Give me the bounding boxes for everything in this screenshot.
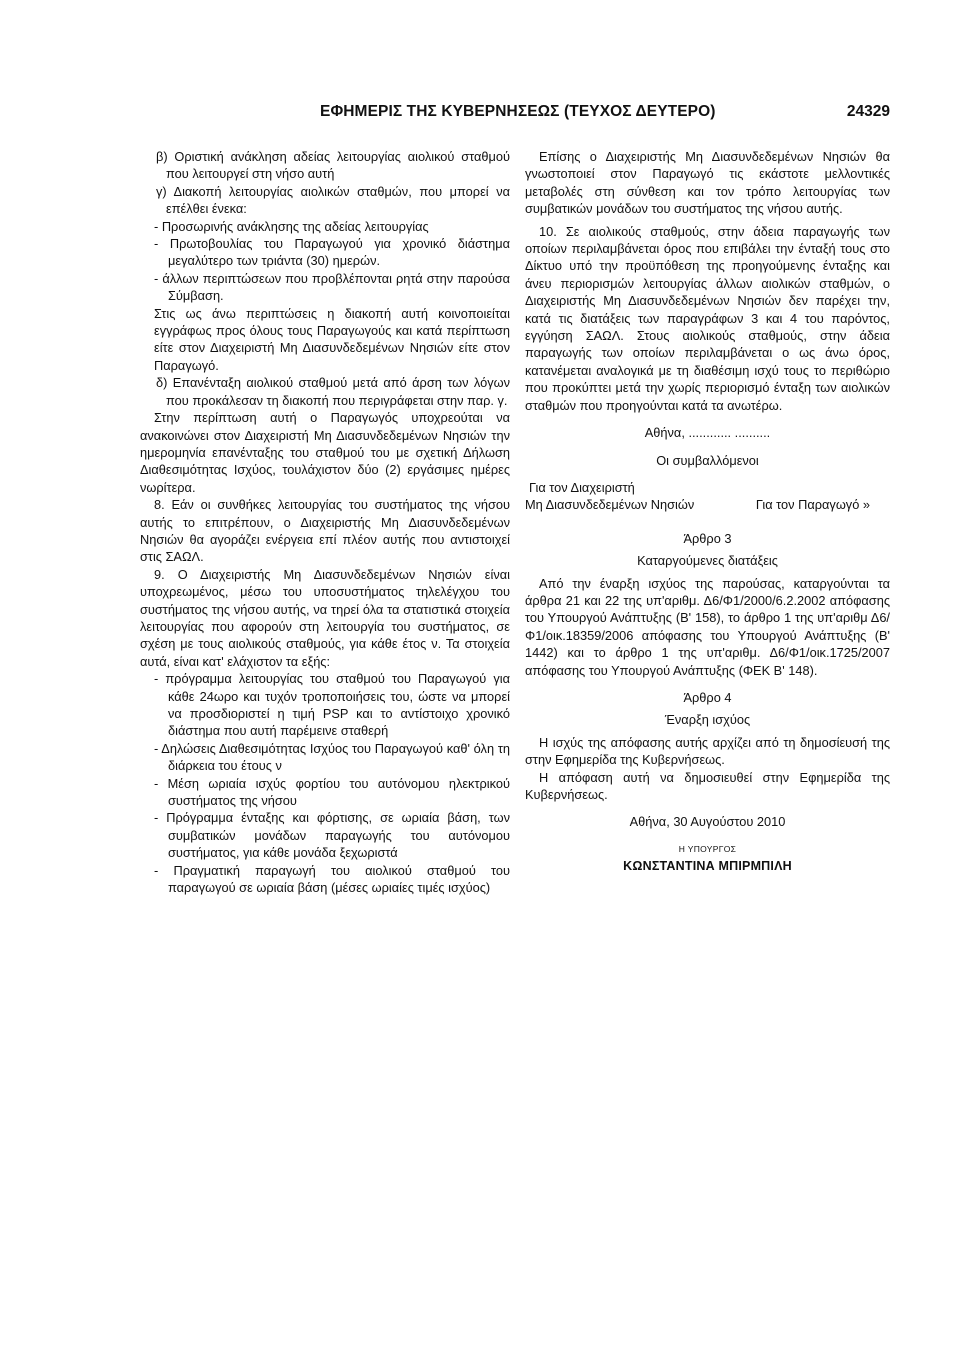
- for-operator: Για τον Διαχειριστή: [529, 479, 635, 495]
- item-g: γ) Διακοπή λειτουργίας αιολικών σταθμών, που μπορεί να επέλθει ένεκα:: [156, 183, 510, 217]
- article-3-subtitle: Καταργούμενες διατάξεις: [637, 553, 778, 569]
- article-3-text: Από την έναρξη ισχύος της παρούσας, καταργούνται τα άρθρα 21 και 22 της υπ'αριθμ. Δ6/Φ1/2000/6.2.2002 απόφασης του Υπουργού Ανάπτυξης (Β' 158), το άρθρο 1 της υπ'αριθμ Δ6/Φ1/οικ.18359/2006 απόφασης του Υπουργού Ανάπτυξης (Β' 1442) και το άρθρο 1 της υπ'αριθμ. Δ6/Φ1/οικ.1725/2007 απόφασης του Υπουργού Ανάπτυξης (ΦΕΚ Β' 148).: [525, 575, 890, 678]
- place-date-blank: Αθήνα, ............ ..........: [644, 425, 771, 441]
- article-3-title: Άρθρο 3: [683, 530, 732, 546]
- paragraph-10: 10. Σε αιολικούς σταθμούς, στην άδεια παραγωγής των οποίων περιλαμβάνεται όρος που επιβάλει την ένταξή τους στο Δίκτυο υπό την προϋπόθεση της προηγούμενης ένταξης και άνευ περιορισμών λειτουργίας άλλων αιολικών σταθμών, ο Διαχειριστής Μη Διασυνδεδεμένων Νησιών δεν παρέχει την, κατά τις διατάξεις των παραγράφων 3 και 4 του παρόντος, εγγύηση ΣΑΩΛ. Στους αιολικούς σταθμούς, στην άδεια παραγωγής των οποίων περιλαμβάνεται ο ως άνω όρος, κατανέμεται αναλογικά με τη διαθέσιμη ισχύ τους το περιθώριο που προκύπτει μετά την χωρίς περιορισμό ένταξη των αιολικών σταθμών που προηγούνται κατά τα ανωτέρω.: [525, 223, 890, 413]
- paragraph-8: 8. Εάν οι συνθήκες λειτουργίας του συστήματος της νήσου αυτής το επιτρέπουν, ο Διαχειριστής Μη Διασυνδεδεμένων Νησιών θα αγοράζει ενέργεια επί πλέον αυτής που αντιστοιχεί στις ΣΑΩΛ.: [140, 497, 510, 565]
- item-d-notice: Στην περίπτωση αυτή ο Παραγωγός υποχρεούται να ανακοινώνει στον Διαχειριστή Μη Διασυνδεδεμένων Νησιών την ημερομηνία επανένταξης του σταθμού του με σχετική Δήλωση Διαθεσιμότητας Ισχύος, τουλάχιστον δύο (2) εργάσιμες ημέρες νωρίτερα.: [140, 410, 510, 495]
- signatory-title: Η ΥΠΟΥΡΓΟΣ: [678, 843, 737, 854]
- paragraph-9: 9. Ο Διαχειριστής Μη Διασυνδεδεμένων Νησιών είναι υποχρεωμένος, μέσω του υποσυστήματος τηλελέγχου του συστήματος της νήσου αυτής, να τηρεί όλα τα στατιστικά στοιχεία λειτουργίας που αφορούν στη λειτουργία του συστήματος, σε σχέση με τους αιολικούς σταθμούς, για κάθε έτος ν. Τα στοιχεία αυτά, είναι κατ' ελάχιστον τα εξής:: [140, 566, 510, 669]
- gazette-title: ΕΦΗΜΕΡΙΣ ΤΗΣ ΚΥΒΕΡΝΗΣΕΩΣ (ΤΕΥΧΟΣ ΔΕΥΤΕΡΟ): [320, 103, 716, 120]
- article-4-text-2: Η απόφαση αυτή να δημοσιευθεί στην Εφημερίδα της Κυβερνήσεως.: [525, 769, 890, 802]
- paragraph-9-bullet: - πρόγραμμα λειτουργίας του σταθμού του Παραγωγού για κάθε 24ωρο και τυχόν τροποποιήσεις του, ώστε να μπορεί να προσδιοριστεί η τιμή PSP και το αντίστοιχο χρονικό διάστημα που αυτή παρέμεινε σταθερή: [154, 671, 510, 739]
- article-4-subtitle: Έναρξη ισχύος: [664, 712, 751, 728]
- item-g-notice: Στις ως άνω περιπτώσεις η διακοπή αυτή κοινοποιείται εγγράφως προς όλους τους Παραγωγούς και κατά περίπτωση είτε στον Διαχειριστή Μη Διασυνδεδεμένων Νησιών είτε στον Παραγωγό.: [154, 305, 510, 373]
- signing-date: Αθήνα, 30 Αυγούστου 2010: [629, 814, 786, 830]
- left-column: [140, 148, 510, 896]
- item-b: β) Οριστική ανάκληση αδείας λειτουργίας αιολικού σταθμού που λειτουργεί στη νήσο αυτή: [156, 149, 510, 182]
- paragraph-9-bullet: - Πραγματική παραγωγή του αιολικού σταθμού του παραγωγού σε ωριαία βάση (μέσες ωριαίες τιμές ισχύος): [154, 862, 510, 896]
- article-4-title: Άρθρο 4: [683, 689, 732, 705]
- right-column: [525, 148, 890, 876]
- operator-name: Μη Διασυνδεδεμένων Νησιών: [525, 497, 695, 513]
- contracting-parties: Οι συμβαλλόμενοι: [656, 452, 759, 468]
- page-number: 24329: [846, 103, 890, 120]
- paragraph-9-bullet: - Δηλώσεις Διαθεσιμότητας Ισχύος του Παραγωγού καθ' όλη τη διάρκεια του έτους ν: [154, 740, 510, 774]
- item-d: δ) Επανένταξη αιολικού σταθμού μετά από άρση των λόγων που προκάλεσαν τη διακοπή που περιγράφεται στην παρ. γ.: [156, 375, 510, 408]
- article-4-text-1: Η ισχύς της απόφασης αυτής αρχίζει από τη δημοσίευσή της στην Εφημερίδα της Κυβερνήσεως.: [525, 734, 890, 768]
- paragraph-9-bullet: - Πρόγραμμα ένταξης και φόρτισης, σε ωριαία βάση, των συμβατικών μονάδων παραγωγής του αυτόνομου συστήματος, για κάθε μονάδα ξεχωριστά: [154, 810, 510, 861]
- item-g-bullet: - Προσωρινής ανάκλησης της αδείας λειτουργίας: [154, 218, 429, 234]
- signatory-row: [525, 496, 890, 513]
- right-intro: Επίσης ο Διαχειριστής Μη Διασυνδεδεμένων Νησιών θα γνωστοποιεί στον Παραγωγό τις εκάστοτε μελλοντικές μεταβολές στη σύνθεση και τον τρόπο λειτουργίας των συμβατικών μονάδων του συστήματος της νήσου αυτής.: [525, 149, 890, 217]
- signatory-name: ΚΩΝΣΤΑΝΤΙΝΑ ΜΠΙΡΜΠΙΛΗ: [623, 859, 792, 874]
- for-producer: Για τον Παραγωγό »: [755, 497, 870, 513]
- item-g-bullet: - Πρωτοβουλίας του Παραγωγού για χρονικό διάστημα μεγαλύτερο των τριάντα (30) ημερών.: [154, 236, 510, 269]
- item-g-bullet: - άλλων περιπτώσεων που προβλέπονται ρητά στην παρούσα Σύμβαση.: [154, 270, 510, 304]
- paragraph-9-bullet: - Μέση ωριαία ισχύς φορτίου του αυτόνομου ηλεκτρικού συστήματος της νήσου: [154, 775, 510, 809]
- page-header: [140, 103, 890, 127]
